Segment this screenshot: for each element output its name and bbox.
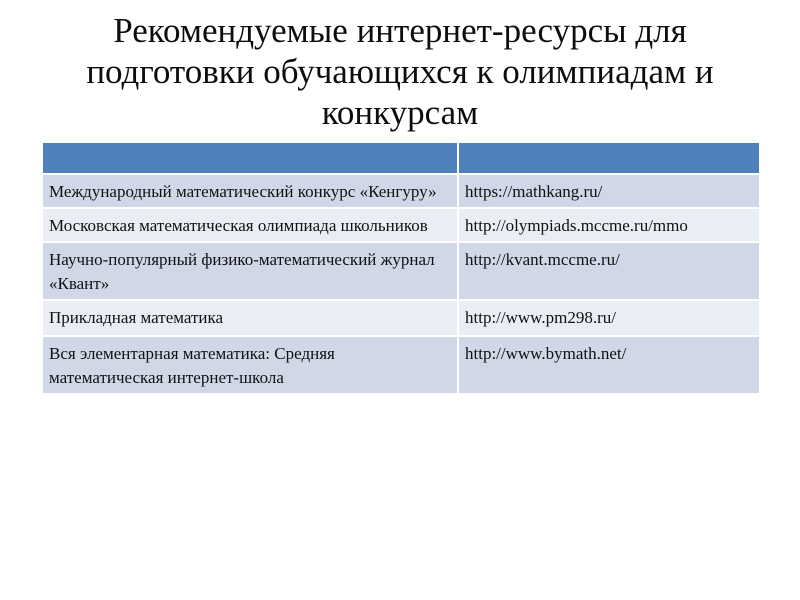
table-header-row	[42, 142, 760, 174]
resource-name: Прикладная математика	[42, 300, 458, 336]
table-row	[42, 208, 760, 242]
resource-link[interactable]: http://www.bymath.net/	[458, 336, 760, 394]
resource-name: Научно-популярный физико-математический журнал «Квант»	[42, 242, 458, 300]
resource-name: Московская математическая олимпиада школьников	[42, 208, 458, 242]
resource-link[interactable]: http://kvant.mccme.ru/	[458, 242, 760, 300]
slide-title: Рекомендуемые интернет-ресурсы для подготовки обучающихся к олимпиадам и конкурсам	[86, 11, 714, 132]
header-cell-resource	[42, 142, 458, 174]
resource-name: Вся элементарная математика: Средняя математическая интернет-школа	[42, 336, 458, 394]
resource-link[interactable]: http://www.pm298.ru/	[458, 300, 760, 336]
table-row	[42, 242, 760, 300]
resources-table	[41, 141, 761, 395]
header-cell-link	[458, 142, 760, 174]
table-row	[42, 300, 760, 336]
table-row	[42, 174, 760, 208]
resource-name: Международный математический конкурс «Кенгуру»	[42, 174, 458, 208]
table-row	[42, 336, 760, 394]
resource-link[interactable]: https://mathkang.ru/	[458, 174, 760, 208]
resource-link[interactable]: http://olympiads.mccme.ru/mmo	[458, 208, 760, 242]
